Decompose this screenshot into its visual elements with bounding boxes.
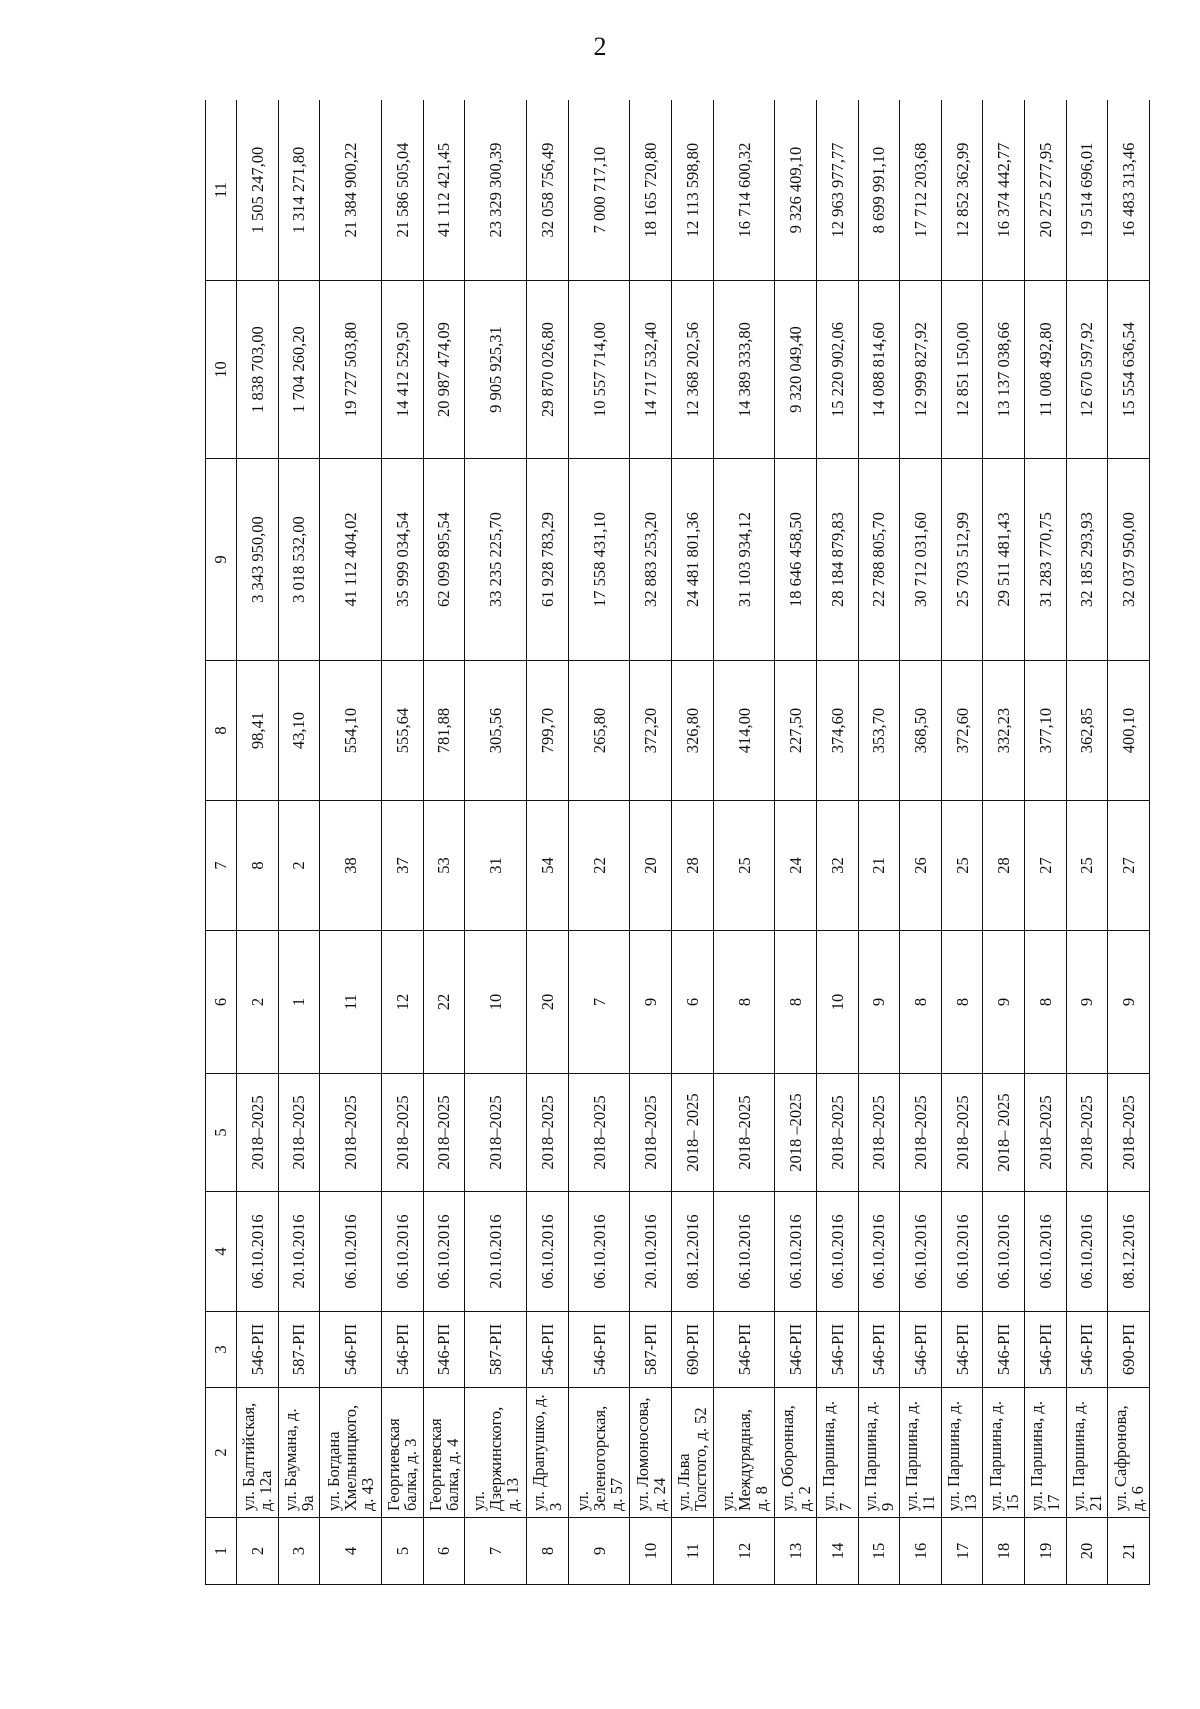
period-cell: 2018–2025 [465, 1074, 527, 1192]
period-cell: 2018–2025 [278, 1074, 320, 1192]
area-cell: 362,85 [1066, 661, 1108, 801]
row-number-cell: 9 [568, 1518, 630, 1585]
count-cell: 9 [858, 931, 900, 1074]
cost-cell: 12 852 362,99 [941, 100, 983, 281]
order-number-cell: 546-РП [817, 1312, 859, 1388]
address-cell: ул. Паршина, д. 7 [817, 1388, 859, 1518]
count-cell: 24 [775, 801, 817, 931]
count-cell: 2 [278, 801, 320, 931]
order-number-cell: 546-РП [775, 1312, 817, 1388]
period-cell: 2018–2025 [320, 1074, 382, 1192]
address-cell: ул. Балтийская, д. 12а [237, 1388, 279, 1518]
column-header: 3 [206, 1312, 237, 1388]
cost-cell: 32 058 756,49 [527, 100, 569, 281]
row-number-cell: 10 [630, 1518, 672, 1585]
order-date-cell: 06.10.2016 [900, 1192, 942, 1312]
order-number-cell: 546-РП [382, 1312, 424, 1388]
count-cell: 31 [465, 801, 527, 931]
cost-cell: 19 727 503,80 [320, 281, 382, 459]
row-number-cell: 16 [900, 1518, 942, 1585]
order-date-cell: 20.10.2016 [278, 1192, 320, 1312]
period-cell: 2018–2025 [237, 1074, 279, 1192]
address-cell: ул. Сафронова, д. 6 [1108, 1388, 1150, 1518]
cost-cell: 12 670 597,92 [1066, 281, 1108, 459]
order-number-cell: 587-РП [278, 1312, 320, 1388]
column-header: 1 [206, 1518, 237, 1585]
row-number-cell: 5 [382, 1518, 424, 1585]
cost-cell: 20 987 474,09 [423, 281, 465, 459]
table-row [672, 100, 714, 1585]
table-row [423, 100, 465, 1585]
count-cell: 1 [278, 931, 320, 1074]
cost-cell: 9 320 049,40 [775, 281, 817, 459]
total-cost-cell: 3 018 532,00 [278, 459, 320, 661]
address-cell: ул. Ломоносова, д. 24 [630, 1388, 672, 1518]
row-number-cell: 19 [1024, 1518, 1066, 1585]
address-cell: ул. Дзержинского, д. 13 [465, 1388, 527, 1518]
address-cell: ул. Оборонная, д. 2 [775, 1388, 817, 1518]
total-cost-cell: 18 646 458,50 [775, 459, 817, 661]
table-row [465, 100, 527, 1585]
row-number-cell: 14 [817, 1518, 859, 1585]
total-cost-cell: 32 037 950,00 [1108, 459, 1150, 661]
count-cell: 28 [672, 801, 714, 931]
table-container [205, 100, 1150, 1585]
order-number-cell: 587-РП [630, 1312, 672, 1388]
count-cell: 22 [423, 931, 465, 1074]
total-cost-cell: 28 184 879,83 [817, 459, 859, 661]
table-row [1066, 100, 1108, 1585]
total-cost-cell: 30 712 031,60 [900, 459, 942, 661]
area-cell: 305,56 [465, 661, 527, 801]
order-number-cell: 546-РП [983, 1312, 1025, 1388]
period-cell: 2018–2025 [941, 1074, 983, 1192]
cost-cell: 9 905 925,31 [465, 281, 527, 459]
total-cost-cell: 29 511 481,43 [983, 459, 1025, 661]
column-header: 8 [206, 661, 237, 801]
order-date-cell: 06.10.2016 [527, 1192, 569, 1312]
period-cell: 2018–2025 [713, 1074, 775, 1192]
order-date-cell: 06.10.2016 [1024, 1192, 1066, 1312]
order-date-cell: 06.10.2016 [713, 1192, 775, 1312]
table-row [1024, 100, 1066, 1585]
cost-cell: 7 000 717,10 [568, 100, 630, 281]
order-date-cell: 06.10.2016 [775, 1192, 817, 1312]
address-cell: ул. Драпушко, д. 3 [527, 1388, 569, 1518]
table-row [941, 100, 983, 1585]
order-number-cell: 546-РП [568, 1312, 630, 1388]
cost-cell: 16 714 600,32 [713, 100, 775, 281]
count-cell: 8 [775, 931, 817, 1074]
count-cell: 12 [382, 931, 424, 1074]
cost-cell: 1 704 260,20 [278, 281, 320, 459]
table-row [527, 100, 569, 1585]
area-cell: 555,64 [382, 661, 424, 801]
table-row [630, 100, 672, 1585]
order-number-cell: 690-РП [1108, 1312, 1150, 1388]
cost-cell: 12 851 150,00 [941, 281, 983, 459]
cost-cell: 18 165 720,80 [630, 100, 672, 281]
address-cell: ул. Паршина, д. 21 [1066, 1388, 1108, 1518]
order-number-cell: 587-РП [465, 1312, 527, 1388]
cost-cell: 12 999 827,92 [900, 281, 942, 459]
period-cell: 2018–2025 [900, 1074, 942, 1192]
period-cell: 2018–2025 [423, 1074, 465, 1192]
order-date-cell: 06.10.2016 [568, 1192, 630, 1312]
order-number-cell: 546-РП [858, 1312, 900, 1388]
count-cell: 27 [1024, 801, 1066, 931]
cost-cell: 12 113 598,80 [672, 100, 714, 281]
area-cell: 374,60 [817, 661, 859, 801]
count-cell: 25 [941, 801, 983, 931]
address-cell: ул. Паршина, д. 9 [858, 1388, 900, 1518]
page-number: 2 [593, 32, 607, 61]
area-cell: 372,60 [941, 661, 983, 801]
total-cost-cell: 31 283 770,75 [1024, 459, 1066, 661]
table-header-row [206, 100, 237, 1585]
count-cell: 37 [382, 801, 424, 931]
total-cost-cell: 35 999 034,54 [382, 459, 424, 661]
row-number-cell: 3 [278, 1518, 320, 1585]
count-cell: 8 [1024, 931, 1066, 1074]
area-cell: 326,80 [672, 661, 714, 801]
row-number-cell: 6 [423, 1518, 465, 1585]
address-cell: ул. Паршина, д. 17 [1024, 1388, 1066, 1518]
table-row [775, 100, 817, 1585]
cost-cell: 23 329 300,39 [465, 100, 527, 281]
area-cell: 400,10 [1108, 661, 1150, 801]
address-cell: Георгиевская балка, д. 4 [423, 1388, 465, 1518]
order-number-cell: 546-РП [900, 1312, 942, 1388]
order-date-cell: 06.10.2016 [382, 1192, 424, 1312]
period-cell: 2018–2025 [1066, 1074, 1108, 1192]
order-date-cell: 06.10.2016 [817, 1192, 859, 1312]
cost-cell: 16 483 313,46 [1108, 100, 1150, 281]
order-date-cell: 06.10.2016 [1066, 1192, 1108, 1312]
order-number-cell: 546-РП [713, 1312, 775, 1388]
count-cell: 9 [1066, 931, 1108, 1074]
count-cell: 8 [900, 931, 942, 1074]
cost-cell: 15 220 902,06 [817, 281, 859, 459]
total-cost-cell: 62 099 895,54 [423, 459, 465, 661]
count-cell: 22 [568, 801, 630, 931]
period-cell: 2018–2025 [382, 1074, 424, 1192]
total-cost-cell: 41 112 404,02 [320, 459, 382, 661]
period-cell: 2018–2025 [568, 1074, 630, 1192]
total-cost-cell: 3 343 950,00 [237, 459, 279, 661]
column-header: 11 [206, 100, 237, 281]
count-cell: 54 [527, 801, 569, 931]
count-cell: 53 [423, 801, 465, 931]
area-cell: 781,88 [423, 661, 465, 801]
cost-cell: 14 717 532,40 [630, 281, 672, 459]
order-date-cell: 20.10.2016 [465, 1192, 527, 1312]
order-date-cell: 20.10.2016 [630, 1192, 672, 1312]
order-date-cell: 06.10.2016 [941, 1192, 983, 1312]
period-cell: 2018– 2025 [983, 1074, 1025, 1192]
area-cell: 554,10 [320, 661, 382, 801]
area-cell: 377,10 [1024, 661, 1066, 801]
column-header: 5 [206, 1074, 237, 1192]
area-cell: 414,00 [713, 661, 775, 801]
data-table [205, 100, 1150, 1585]
period-cell: 2018–2025 [1024, 1074, 1066, 1192]
cost-cell: 16 374 442,77 [983, 100, 1025, 281]
address-cell: ул. Богдана Хмельницкого, д. 43 [320, 1388, 382, 1518]
cost-cell: 14 389 333,80 [713, 281, 775, 459]
count-cell: 10 [817, 931, 859, 1074]
cost-cell: 15 554 636,54 [1108, 281, 1150, 459]
area-cell: 332,23 [983, 661, 1025, 801]
order-date-cell: 06.10.2016 [237, 1192, 279, 1312]
table-row [713, 100, 775, 1585]
area-cell: 353,70 [858, 661, 900, 801]
table-row [568, 100, 630, 1585]
area-cell: 265,80 [568, 661, 630, 801]
count-cell: 9 [983, 931, 1025, 1074]
count-cell: 8 [713, 931, 775, 1074]
column-header: 9 [206, 459, 237, 661]
cost-cell: 19 514 696,01 [1066, 100, 1108, 281]
cost-cell: 20 275 277,95 [1024, 100, 1066, 281]
count-cell: 26 [900, 801, 942, 931]
order-date-cell: 08.12.2016 [672, 1192, 714, 1312]
address-cell: ул. Паршина, д. 13 [941, 1388, 983, 1518]
period-cell: 2018–2025 [1108, 1074, 1150, 1192]
address-cell: ул. Баумана, д. 9а [278, 1388, 320, 1518]
order-number-cell: 546-РП [237, 1312, 279, 1388]
column-header: 7 [206, 801, 237, 931]
table-body [237, 100, 1150, 1585]
address-cell: ул. Паршина, д. 11 [900, 1388, 942, 1518]
total-cost-cell: 22 788 805,70 [858, 459, 900, 661]
order-date-cell: 06.10.2016 [983, 1192, 1025, 1312]
count-cell: 8 [941, 931, 983, 1074]
column-header: 10 [206, 281, 237, 459]
count-cell: 9 [1108, 931, 1150, 1074]
row-number-cell: 12 [713, 1518, 775, 1585]
table-row [983, 100, 1025, 1585]
period-cell: 2018–2025 [527, 1074, 569, 1192]
period-cell: 2018–2025 [630, 1074, 672, 1192]
row-number-cell: 20 [1066, 1518, 1108, 1585]
order-date-cell: 06.10.2016 [320, 1192, 382, 1312]
total-cost-cell: 24 481 801,36 [672, 459, 714, 661]
order-number-cell: 546-РП [320, 1312, 382, 1388]
row-number-cell: 2 [237, 1518, 279, 1585]
count-cell: 9 [630, 931, 672, 1074]
area-cell: 372,20 [630, 661, 672, 801]
order-date-cell: 06.10.2016 [423, 1192, 465, 1312]
column-header: 2 [206, 1388, 237, 1518]
address-cell: ул. Паршина, д. 15 [983, 1388, 1025, 1518]
count-cell: 2 [237, 931, 279, 1074]
cost-cell: 14 088 814,60 [858, 281, 900, 459]
order-number-cell: 546-РП [1066, 1312, 1108, 1388]
order-number-cell: 546-РП [527, 1312, 569, 1388]
count-cell: 28 [983, 801, 1025, 931]
period-cell: 2018–2025 [858, 1074, 900, 1192]
cost-cell: 12 368 202,56 [672, 281, 714, 459]
cost-cell: 13 137 038,66 [983, 281, 1025, 459]
row-number-cell: 21 [1108, 1518, 1150, 1585]
period-cell: 2018– 2025 [672, 1074, 714, 1192]
row-number-cell: 13 [775, 1518, 817, 1585]
address-cell: ул. Льва Толстого, д. 52 [672, 1388, 714, 1518]
count-cell: 20 [630, 801, 672, 931]
cost-cell: 12 963 977,77 [817, 100, 859, 281]
order-date-cell: 06.10.2016 [858, 1192, 900, 1312]
cost-cell: 10 557 714,00 [568, 281, 630, 459]
count-cell: 25 [1066, 801, 1108, 931]
cost-cell: 41 112 421,45 [423, 100, 465, 281]
total-cost-cell: 17 558 431,10 [568, 459, 630, 661]
count-cell: 38 [320, 801, 382, 931]
count-cell: 6 [672, 931, 714, 1074]
area-cell: 368,50 [900, 661, 942, 801]
order-number-cell: 690-РП [672, 1312, 714, 1388]
row-number-cell: 7 [465, 1518, 527, 1585]
total-cost-cell: 31 103 934,12 [713, 459, 775, 661]
row-number-cell: 17 [941, 1518, 983, 1585]
area-cell: 227,50 [775, 661, 817, 801]
cost-cell: 21 384 900,22 [320, 100, 382, 281]
count-cell: 25 [713, 801, 775, 931]
count-cell: 7 [568, 931, 630, 1074]
rotated-table [205, 100, 1150, 1585]
count-cell: 8 [237, 801, 279, 931]
table-row [858, 100, 900, 1585]
total-cost-cell: 32 883 253,20 [630, 459, 672, 661]
cost-cell: 9 326 409,10 [775, 100, 817, 281]
address-cell: ул. Междурядная, д. 8 [713, 1388, 775, 1518]
table-row [817, 100, 859, 1585]
total-cost-cell: 25 703 512,99 [941, 459, 983, 661]
period-cell: 2018 –2025 [775, 1074, 817, 1192]
count-cell: 21 [858, 801, 900, 931]
cost-cell: 8 699 991,10 [858, 100, 900, 281]
cost-cell: 1 838 703,00 [237, 281, 279, 459]
cost-cell: 14 412 529,50 [382, 281, 424, 459]
order-date-cell: 08.12.2016 [1108, 1192, 1150, 1312]
cost-cell: 11 008 492,80 [1024, 281, 1066, 459]
row-number-cell: 8 [527, 1518, 569, 1585]
row-number-cell: 15 [858, 1518, 900, 1585]
order-number-cell: 546-РП [1024, 1312, 1066, 1388]
table-row [382, 100, 424, 1585]
period-cell: 2018–2025 [817, 1074, 859, 1192]
table-row [900, 100, 942, 1585]
table-row [237, 100, 279, 1585]
area-cell: 799,70 [527, 661, 569, 801]
count-cell: 11 [320, 931, 382, 1074]
column-header: 6 [206, 931, 237, 1074]
total-cost-cell: 61 928 783,29 [527, 459, 569, 661]
total-cost-cell: 33 235 225,70 [465, 459, 527, 661]
table-row [1108, 100, 1150, 1585]
cost-cell: 1 505 247,00 [237, 100, 279, 281]
count-cell: 32 [817, 801, 859, 931]
address-cell: Георгиевская балка, д. 3 [382, 1388, 424, 1518]
row-number-cell: 18 [983, 1518, 1025, 1585]
cost-cell: 17 712 203,68 [900, 100, 942, 281]
column-header: 4 [206, 1192, 237, 1312]
count-cell: 10 [465, 931, 527, 1074]
order-number-cell: 546-РП [941, 1312, 983, 1388]
table-row [278, 100, 320, 1585]
total-cost-cell: 32 185 293,93 [1066, 459, 1108, 661]
table-row [320, 100, 382, 1585]
row-number-cell: 11 [672, 1518, 714, 1585]
cost-cell: 29 870 026,80 [527, 281, 569, 459]
cost-cell: 1 314 271,80 [278, 100, 320, 281]
order-number-cell: 546-РП [423, 1312, 465, 1388]
count-cell: 20 [527, 931, 569, 1074]
area-cell: 43,10 [278, 661, 320, 801]
row-number-cell: 4 [320, 1518, 382, 1585]
address-cell: ул. Зеленогорская, д. 57 [568, 1388, 630, 1518]
area-cell: 98,41 [237, 661, 279, 801]
count-cell: 27 [1108, 801, 1150, 931]
cost-cell: 21 586 505,04 [382, 100, 424, 281]
